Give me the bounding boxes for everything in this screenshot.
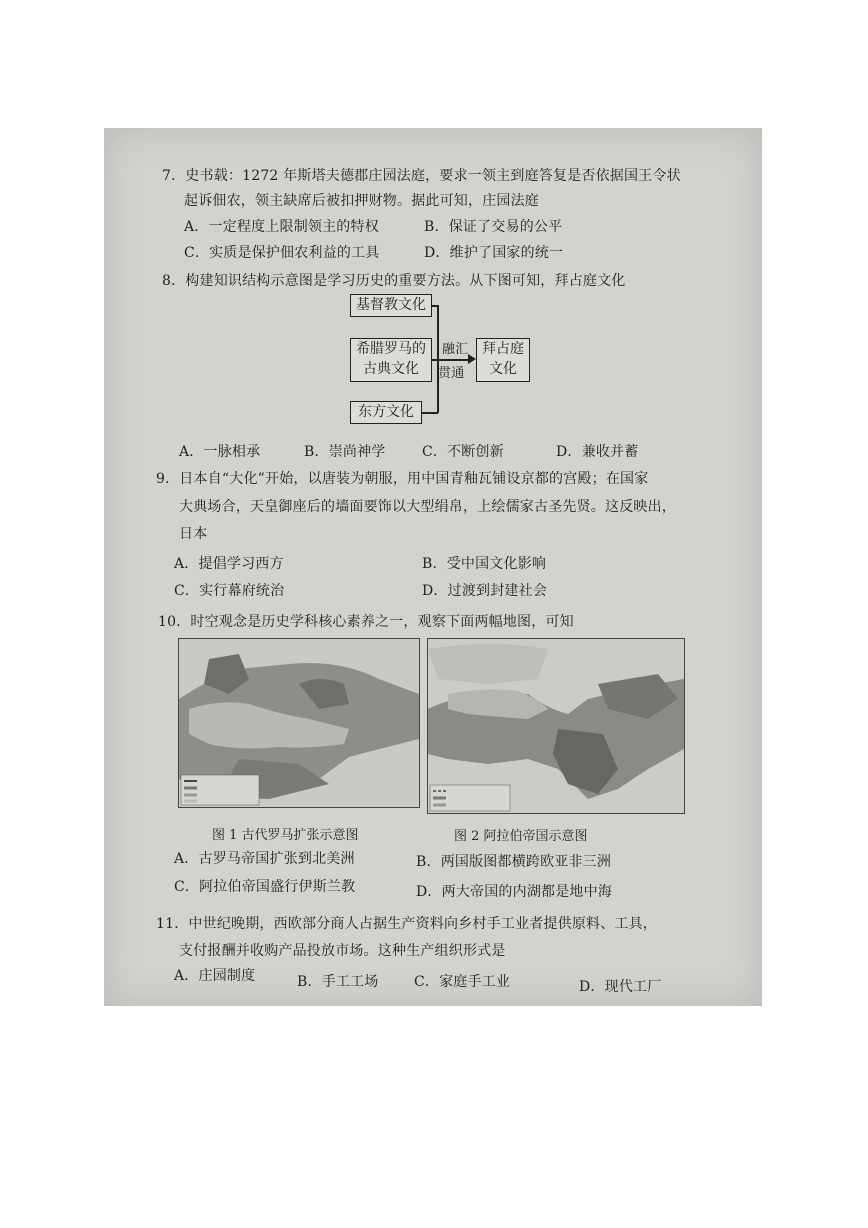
christian-culture-box — [350, 294, 432, 317]
byzantine-culture-box — [476, 338, 530, 382]
arab-map-graphic — [428, 639, 684, 813]
q8-option-b: B．崇尚神学 — [304, 444, 386, 460]
arab-empire-map — [427, 638, 685, 814]
q7-option-a: A．一定程度上限制领主的特权 — [184, 219, 379, 235]
byzantine-label-1: 拜占庭 — [482, 341, 524, 357]
eastern-culture-label: 东方文化 — [358, 404, 414, 420]
eastern-culture-box — [350, 401, 422, 424]
q11-option-c: C．家庭手工业 — [414, 974, 511, 990]
q7-option-b: B．保证了交易的公平 — [424, 219, 563, 235]
q11-stem-line1: 11．中世纪晚期，西欧部分商人占据生产资料向乡村手工业者提供原料、工具， — [156, 916, 658, 932]
byzantine-label-2: 文化 — [489, 361, 517, 377]
q9-stem-line3: 日本 — [179, 526, 208, 542]
q10-stem: 10．时空观念是历史学科核心素养之一，观察下面两幅地图，可知 — [158, 614, 574, 630]
q11-option-b: B．手工工场 — [297, 974, 379, 990]
q8-option-a: A．一脉相承 — [179, 444, 261, 460]
christian-culture-label: 基督教文化 — [356, 297, 426, 313]
merge-label-2: 贯通 — [438, 366, 465, 381]
q11-stem-line2: 支付报酬并收购产品投放市场。这种生产组织形式是 — [179, 943, 506, 959]
q10-option-a: A．古罗马帝国扩张到北美洲 — [174, 851, 355, 867]
map2-caption: 图 2 阿拉伯帝国示意图 — [454, 829, 588, 844]
q9-stem-line1: 9．日本自“大化”开始，以唐装为朝服，用中国青釉瓦铺设京都的宫殿；在国家 — [156, 471, 649, 487]
q9-option-d: D．过渡到封建社会 — [422, 583, 548, 599]
merge-label-1: 融汇 — [442, 342, 469, 357]
q11-option-d: D．现代工厂 — [579, 979, 662, 995]
greco-roman-label-1: 希腊罗马的 — [356, 341, 426, 357]
q9-option-c: C．实行幕府统治 — [174, 583, 285, 599]
connector-bottom — [421, 412, 438, 414]
q7-option-d: D．维护了国家的统一 — [424, 245, 564, 261]
roman-expansion-map — [178, 638, 420, 808]
greco-roman-label-2: 古典文化 — [363, 361, 419, 377]
greco-roman-culture-box — [350, 338, 432, 382]
q10-option-c: C．阿拉伯帝国盛行伊斯兰教 — [174, 879, 356, 895]
map1-caption: 图 1 古代罗马扩张示意图 — [212, 828, 359, 843]
q7-stem-line1: 7．史书载：1272 年斯塔夫德郡庄园法庭，要求一领主到庭答复是否依据国王令状 — [162, 168, 681, 184]
q8-stem: 8．构建知识结构示意图是学习历史的重要方法。从下图可知，拜占庭文化 — [162, 273, 626, 289]
q10-option-b: B．两国版图都横跨欧亚非三洲 — [416, 854, 612, 870]
q8-option-d: D．兼收并蓄 — [556, 444, 639, 460]
q9-stem-line2: 大典场合，天皇御座后的墙面要饰以大型绢帛，上绘儒家古圣先贤。这反映出， — [179, 499, 676, 515]
exam-sheet — [104, 128, 762, 1006]
q9-option-b: B．受中国文化影响 — [422, 556, 547, 572]
q8-option-c: C．不断创新 — [422, 444, 504, 460]
q10-option-d: D．两大帝国的内湖都是地中海 — [416, 884, 613, 900]
q11-option-a: A．庄园制度 — [174, 968, 256, 984]
roman-map-graphic — [179, 639, 419, 807]
merge-arrow-line — [438, 359, 470, 361]
q7-stem-line2: 起诉佃农，领主缺席后被扣押财物。据此可知，庄园法庭 — [184, 193, 539, 209]
arrow-head-icon — [468, 354, 476, 364]
q7-option-c: C．实质是保护佃农利益的工具 — [184, 245, 380, 261]
q9-option-a: A．提倡学习西方 — [174, 556, 284, 572]
